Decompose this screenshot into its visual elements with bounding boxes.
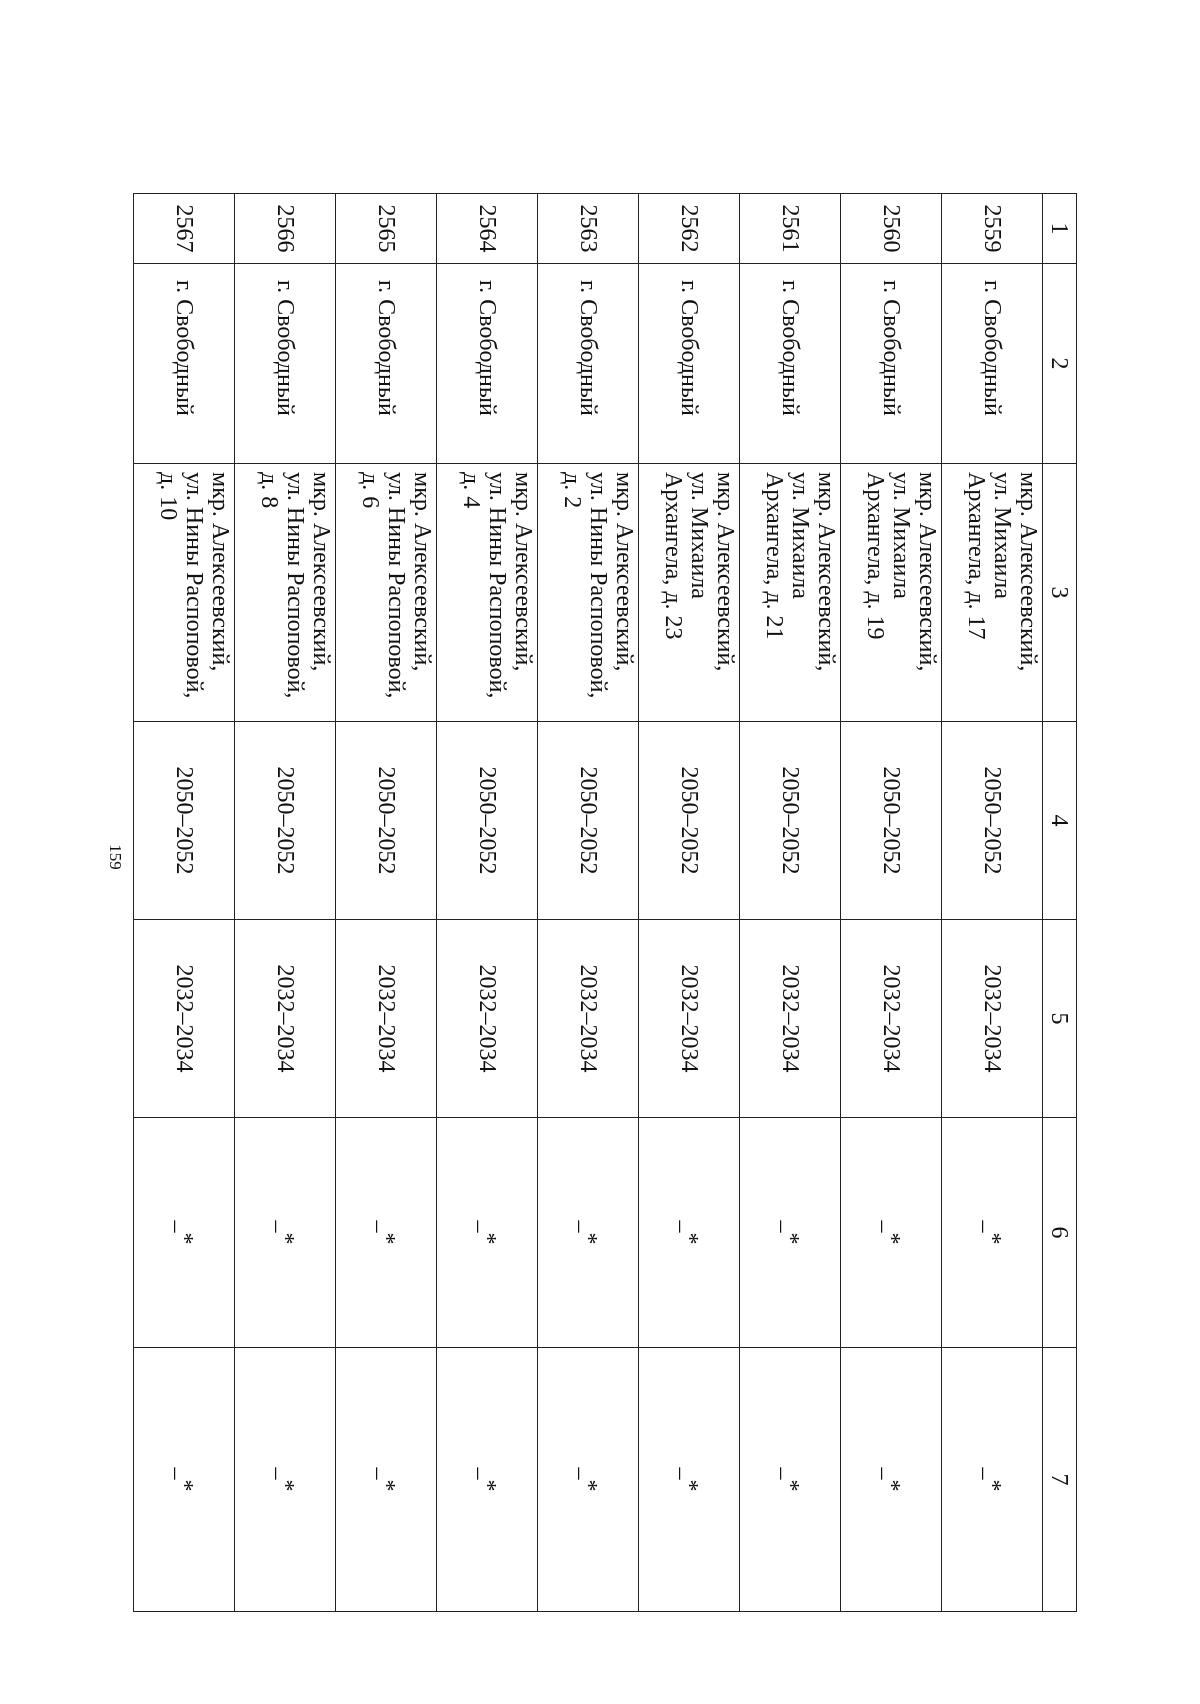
col7-cell: _* <box>437 1348 538 1612</box>
table-row <box>235 194 336 1612</box>
data-table <box>133 193 1077 1612</box>
col5-cell: 2032–2034 <box>134 920 235 1118</box>
address-cell <box>841 464 942 722</box>
col5-cell: 2032–2034 <box>841 920 942 1118</box>
col6-cell: _* <box>336 1118 437 1348</box>
col6-cell: _* <box>134 1118 235 1348</box>
address-line: д. 6 <box>357 472 383 509</box>
row-number: 2560 <box>841 194 942 264</box>
col4-cell: 2050–2052 <box>740 722 841 920</box>
address-line: ул. Нины Распоповой, <box>585 472 611 699</box>
col7-cell: _* <box>336 1348 437 1612</box>
address-line: ул. Нины Распоповой, <box>383 472 409 699</box>
address-cell <box>235 464 336 722</box>
col5-cell: 2032–2034 <box>437 920 538 1118</box>
table-row <box>841 194 942 1612</box>
address-line: Архангела, д. 17 <box>963 472 989 640</box>
col4-cell: 2050–2052 <box>134 722 235 920</box>
city-cell: г. Свободный <box>134 264 235 464</box>
column-header: 4 <box>1043 722 1077 920</box>
address-line: мкр. Алексеевский, <box>510 472 536 672</box>
col5-cell: 2032–2034 <box>639 920 740 1118</box>
city-cell: г. Свободный <box>437 264 538 464</box>
city-cell: г. Свободный <box>740 264 841 464</box>
address-line: мкр. Алексеевский, <box>813 472 839 672</box>
column-header: 2 <box>1043 264 1077 464</box>
address-line: мкр. Алексеевский, <box>207 472 233 672</box>
address-line: ул. Михаила <box>989 472 1015 599</box>
col4-cell: 2050–2052 <box>336 722 437 920</box>
col6-cell: _* <box>740 1118 841 1348</box>
row-number: 2565 <box>336 194 437 264</box>
col7-cell: _* <box>942 1348 1043 1612</box>
col5-cell: 2032–2034 <box>740 920 841 1118</box>
address-line: ул. Нины Распоповой, <box>282 472 308 699</box>
row-number: 2562 <box>639 194 740 264</box>
address-line: мкр. Алексеевский, <box>1015 472 1041 672</box>
row-number: 2563 <box>538 194 639 264</box>
table-row <box>538 194 639 1612</box>
address-cell <box>740 464 841 722</box>
address-line: д. 8 <box>256 472 282 509</box>
city-cell: г. Свободный <box>841 264 942 464</box>
address-line: ул. Нины Распоповой, <box>181 472 207 699</box>
col4-cell: 2050–2052 <box>437 722 538 920</box>
row-number: 2559 <box>942 194 1043 264</box>
col6-cell: _* <box>942 1118 1043 1348</box>
city-cell: г. Свободный <box>235 264 336 464</box>
address-cell <box>942 464 1043 722</box>
col7-cell: _* <box>639 1348 740 1612</box>
address-line: Архангела, д. 23 <box>660 472 686 640</box>
table-row <box>942 194 1043 1612</box>
row-number: 2567 <box>134 194 235 264</box>
col6-cell: _* <box>437 1118 538 1348</box>
address-cell <box>134 464 235 722</box>
col4-cell: 2050–2052 <box>841 722 942 920</box>
row-number: 2566 <box>235 194 336 264</box>
address-line: д. 2 <box>559 472 585 509</box>
address-line: мкр. Алексеевский, <box>308 472 334 672</box>
city-cell: г. Свободный <box>639 264 740 464</box>
col6-cell: _* <box>538 1118 639 1348</box>
address-line: мкр. Алексеевский, <box>611 472 637 672</box>
address-cell <box>437 464 538 722</box>
row-number: 2564 <box>437 194 538 264</box>
row-number: 2561 <box>740 194 841 264</box>
table-row <box>740 194 841 1612</box>
col6-cell: _* <box>235 1118 336 1348</box>
col7-cell: _* <box>134 1348 235 1612</box>
col4-cell: 2050–2052 <box>235 722 336 920</box>
col5-cell: 2032–2034 <box>538 920 639 1118</box>
col7-cell: _* <box>740 1348 841 1612</box>
address-line: Архангела, д. 21 <box>761 472 787 640</box>
address-cell <box>336 464 437 722</box>
table-row <box>639 194 740 1612</box>
header-row <box>1043 194 1077 1612</box>
address-line: д. 4 <box>458 472 484 509</box>
address-line: мкр. Алексеевский, <box>712 472 738 672</box>
column-header: 1 <box>1043 194 1077 264</box>
col4-cell: 2050–2052 <box>538 722 639 920</box>
col5-cell: 2032–2034 <box>942 920 1043 1118</box>
city-cell: г. Свободный <box>942 264 1043 464</box>
column-header: 5 <box>1043 920 1077 1118</box>
col5-cell: 2032–2034 <box>336 920 437 1118</box>
address-line: Архангела, д. 19 <box>862 472 888 640</box>
col7-cell: _* <box>841 1348 942 1612</box>
city-cell: г. Свободный <box>336 264 437 464</box>
address-line: мкр. Алексеевский, <box>914 472 940 672</box>
table-row <box>336 194 437 1612</box>
address-cell <box>538 464 639 722</box>
col4-cell: 2050–2052 <box>942 722 1043 920</box>
address-line: ул. Михаила <box>888 472 914 599</box>
address-line: ул. Михаила <box>787 472 813 599</box>
table-row <box>134 194 235 1612</box>
column-header: 3 <box>1043 464 1077 722</box>
col7-cell: _* <box>235 1348 336 1612</box>
address-line: ул. Михаила <box>686 472 712 599</box>
table-container <box>147 193 1077 1611</box>
column-header: 7 <box>1043 1348 1077 1612</box>
address-line: мкр. Алексеевский, <box>409 472 435 672</box>
address-line: д. 10 <box>155 472 181 521</box>
city-cell: г. Свободный <box>538 264 639 464</box>
address-line: ул. Нины Распоповой, <box>484 472 510 699</box>
col4-cell: 2050–2052 <box>639 722 740 920</box>
table-row <box>437 194 538 1612</box>
col6-cell: _* <box>639 1118 740 1348</box>
column-header: 6 <box>1043 1118 1077 1348</box>
col6-cell: _* <box>841 1118 942 1348</box>
page-number: 159 <box>106 844 125 870</box>
address-cell <box>639 464 740 722</box>
col7-cell: _* <box>538 1348 639 1612</box>
col5-cell: 2032–2034 <box>235 920 336 1118</box>
